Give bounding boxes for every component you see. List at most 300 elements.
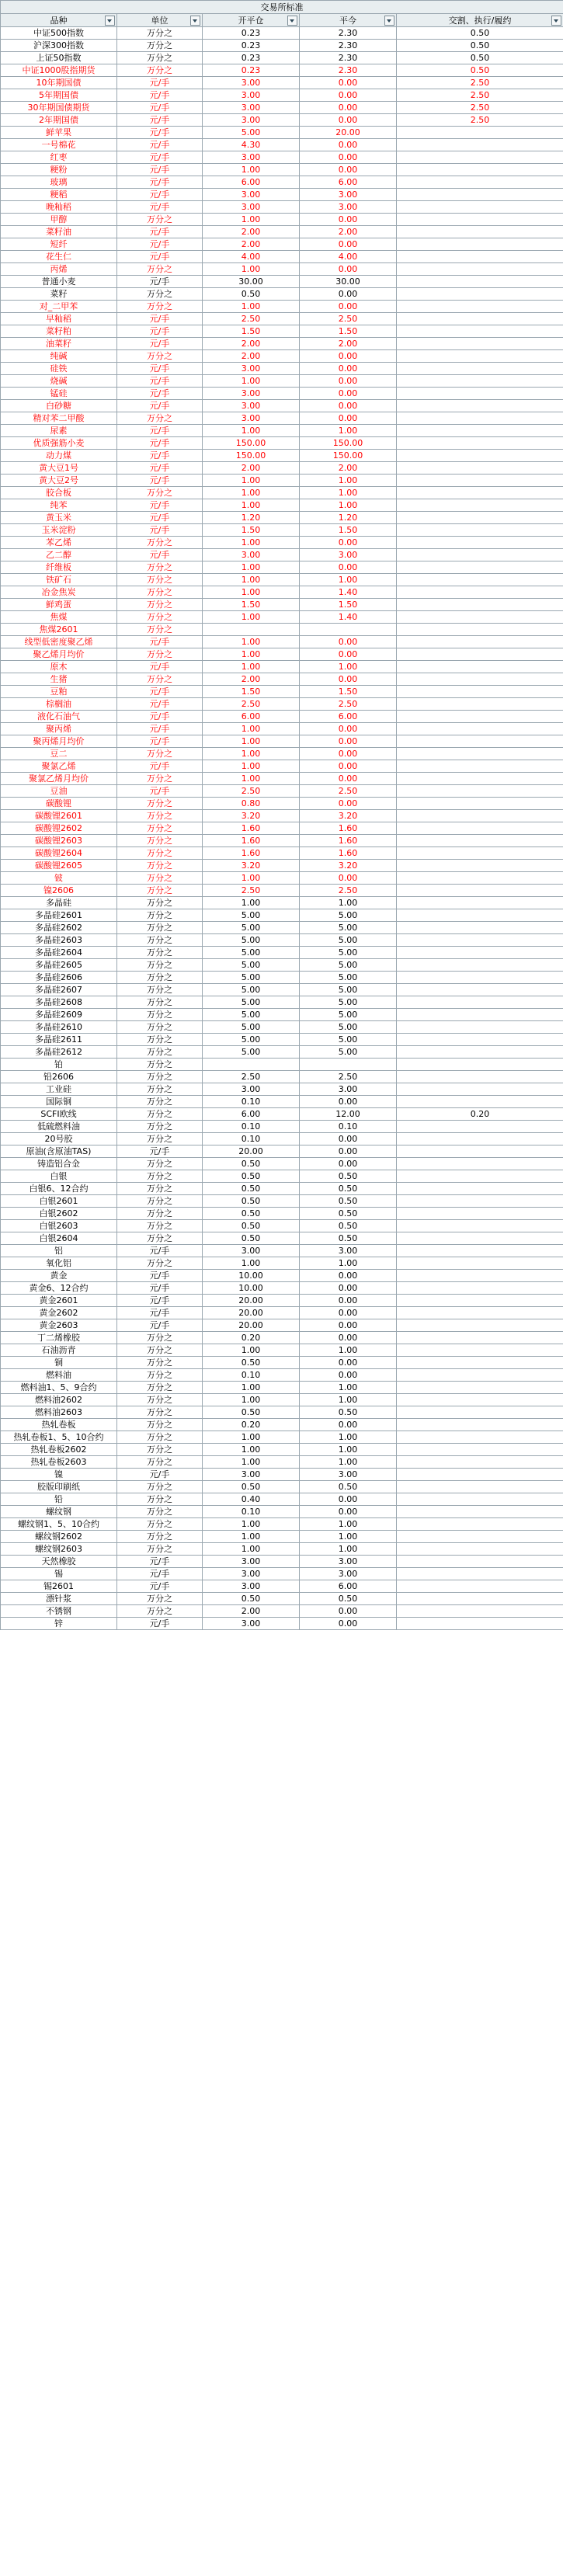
table-row[interactable] bbox=[1, 412, 563, 425]
table-row[interactable] bbox=[1, 1270, 563, 1282]
table-row[interactable] bbox=[1, 711, 563, 723]
cell-open-close: 0.23 bbox=[203, 27, 300, 40]
table-row[interactable] bbox=[1, 176, 563, 189]
table-row[interactable] bbox=[1, 40, 563, 52]
cell-product: 普通小麦 bbox=[1, 276, 117, 288]
table-row[interactable] bbox=[1, 1469, 563, 1481]
table-row[interactable] bbox=[1, 661, 563, 673]
table-row[interactable] bbox=[1, 760, 563, 773]
cell-product: 碳酸锂 bbox=[1, 798, 117, 810]
cell-delivery bbox=[397, 822, 563, 835]
table-row[interactable] bbox=[1, 263, 563, 276]
cell-unit: 万分之 bbox=[117, 897, 203, 909]
cell-product: 不锈钢 bbox=[1, 1605, 117, 1618]
cell-open-close: 0.20 bbox=[203, 1332, 300, 1344]
cell-open-close: 3.00 bbox=[203, 1556, 300, 1568]
cell-open-close: 6.00 bbox=[203, 176, 300, 189]
cell-unit: 元/手 bbox=[117, 388, 203, 400]
cell-open-close: 1.00 bbox=[203, 1394, 300, 1406]
table-row[interactable] bbox=[1, 972, 563, 984]
table-row[interactable] bbox=[1, 114, 563, 127]
table-row[interactable] bbox=[1, 648, 563, 661]
cell-product: 碳酸锂2603 bbox=[1, 835, 117, 847]
cell-open-close: 1.00 bbox=[203, 214, 300, 226]
cell-product: 铸造铝合金 bbox=[1, 1158, 117, 1170]
table-row[interactable] bbox=[1, 574, 563, 586]
table-row[interactable] bbox=[1, 363, 563, 375]
cell-product: 多晶硅2608 bbox=[1, 996, 117, 1009]
cell-product: 粳粉 bbox=[1, 164, 117, 176]
table-row[interactable] bbox=[1, 400, 563, 412]
table-row[interactable] bbox=[1, 1232, 563, 1245]
cell-close-today: 0.00 bbox=[300, 1133, 397, 1145]
table-row[interactable] bbox=[1, 748, 563, 760]
cell-open-close: 3.00 bbox=[203, 1580, 300, 1593]
cell-delivery bbox=[397, 885, 563, 897]
cell-delivery bbox=[397, 686, 563, 698]
cell-open-close: 2.00 bbox=[203, 462, 300, 475]
filter-dropdown-icon[interactable] bbox=[105, 16, 115, 26]
cell-product: 聚氯乙烯月均价 bbox=[1, 773, 117, 785]
cell-close-today: 0.00 bbox=[300, 388, 397, 400]
cell-product: 碳酸锂2605 bbox=[1, 860, 117, 872]
cell-close-today: 3.00 bbox=[300, 1556, 397, 1568]
cell-unit: 万分之 bbox=[117, 1034, 203, 1046]
table-row[interactable] bbox=[1, 549, 563, 561]
table-row[interactable] bbox=[1, 847, 563, 860]
table-row[interactable] bbox=[1, 1431, 563, 1444]
cell-close-today: 0.50 bbox=[300, 1406, 397, 1419]
cell-unit: 万分之 bbox=[117, 1531, 203, 1543]
table-row[interactable] bbox=[1, 1593, 563, 1605]
cell-open-close: 0.20 bbox=[203, 1419, 300, 1431]
cell-delivery: 2.50 bbox=[397, 114, 563, 127]
table-row[interactable] bbox=[1, 164, 563, 176]
table-row[interactable] bbox=[1, 1133, 563, 1145]
cell-close-today: 5.00 bbox=[300, 984, 397, 996]
table-row[interactable] bbox=[1, 1543, 563, 1556]
cell-unit: 元/手 bbox=[117, 450, 203, 462]
cell-close-today: 3.00 bbox=[300, 1568, 397, 1580]
table-row[interactable] bbox=[1, 1158, 563, 1170]
cell-unit: 万分之 bbox=[117, 1183, 203, 1195]
table-row[interactable] bbox=[1, 885, 563, 897]
cell-delivery bbox=[397, 127, 563, 139]
table-row[interactable] bbox=[1, 1021, 563, 1034]
table-row[interactable] bbox=[1, 201, 563, 214]
cell-unit: 万分之 bbox=[117, 1170, 203, 1183]
cell-product: 石油沥青 bbox=[1, 1344, 117, 1357]
cell-product: 乙二醇 bbox=[1, 549, 117, 561]
cell-product: 聚丙烯月均价 bbox=[1, 735, 117, 748]
table-row[interactable] bbox=[1, 1170, 563, 1183]
table-row[interactable] bbox=[1, 251, 563, 263]
table-row[interactable] bbox=[1, 1605, 563, 1618]
table-row[interactable] bbox=[1, 996, 563, 1009]
cell-close-today: 0.50 bbox=[300, 1481, 397, 1493]
table-row[interactable] bbox=[1, 127, 563, 139]
table-row[interactable] bbox=[1, 723, 563, 735]
table-row[interactable] bbox=[1, 798, 563, 810]
cell-product: 聚氯乙烯 bbox=[1, 760, 117, 773]
cell-open-close: 5.00 bbox=[203, 909, 300, 922]
table-row[interactable] bbox=[1, 1444, 563, 1456]
table-row[interactable] bbox=[1, 313, 563, 325]
table-row[interactable] bbox=[1, 1419, 563, 1431]
filter-dropdown-icon[interactable] bbox=[384, 16, 394, 26]
table-row[interactable] bbox=[1, 1121, 563, 1133]
cell-delivery bbox=[397, 1270, 563, 1282]
table-row[interactable] bbox=[1, 599, 563, 611]
cell-product: 螺纹钢2602 bbox=[1, 1531, 117, 1543]
cell-unit: 元/手 bbox=[117, 1145, 203, 1158]
cell-delivery bbox=[397, 1382, 563, 1394]
cell-open-close: 1.60 bbox=[203, 822, 300, 835]
cell-product: 白砂糖 bbox=[1, 400, 117, 412]
cell-unit: 万分之 bbox=[117, 798, 203, 810]
cell-close-today: 1.60 bbox=[300, 822, 397, 835]
table-row[interactable] bbox=[1, 922, 563, 934]
cell-delivery bbox=[397, 1506, 563, 1518]
cell-delivery bbox=[397, 1257, 563, 1270]
cell-close-today: 0.00 bbox=[300, 748, 397, 760]
table-row[interactable] bbox=[1, 77, 563, 89]
table-row[interactable] bbox=[1, 1369, 563, 1382]
cell-unit: 万分之 bbox=[117, 872, 203, 885]
table-row[interactable] bbox=[1, 288, 563, 301]
cell-close-today: 1.40 bbox=[300, 611, 397, 624]
table-row[interactable] bbox=[1, 524, 563, 537]
table-row[interactable] bbox=[1, 276, 563, 288]
cell-delivery bbox=[397, 1145, 563, 1158]
cell-unit: 元/手 bbox=[117, 89, 203, 102]
table-row[interactable] bbox=[1, 226, 563, 238]
cell-unit: 万分之 bbox=[117, 934, 203, 947]
cell-open-close: 0.23 bbox=[203, 64, 300, 77]
cell-close-today: 0.00 bbox=[300, 1369, 397, 1382]
cell-close-today: 3.00 bbox=[300, 201, 397, 214]
cell-open-close: 1.00 bbox=[203, 1257, 300, 1270]
cell-open-close: 1.00 bbox=[203, 574, 300, 586]
table-row[interactable] bbox=[1, 1618, 563, 1630]
table-row[interactable] bbox=[1, 673, 563, 686]
cell-delivery bbox=[397, 947, 563, 959]
cell-close-today: 3.00 bbox=[300, 549, 397, 561]
table-row[interactable] bbox=[1, 1531, 563, 1543]
cell-unit: 万分之 bbox=[117, 1493, 203, 1506]
cell-open-close: 3.20 bbox=[203, 860, 300, 872]
cell-product: 锡 bbox=[1, 1568, 117, 1580]
table-row[interactable] bbox=[1, 959, 563, 972]
table-row[interactable] bbox=[1, 1344, 563, 1357]
table-row[interactable] bbox=[1, 350, 563, 363]
cell-product: 胶版印刷纸 bbox=[1, 1481, 117, 1493]
table-row[interactable] bbox=[1, 189, 563, 201]
cell-delivery bbox=[397, 561, 563, 574]
cell-product: 原木 bbox=[1, 661, 117, 673]
cell-product: 豆油 bbox=[1, 785, 117, 798]
table-row[interactable] bbox=[1, 860, 563, 872]
cell-open-close: 1.00 bbox=[203, 301, 300, 313]
table-row[interactable] bbox=[1, 1556, 563, 1568]
cell-unit: 万分之 bbox=[117, 301, 203, 313]
table-row[interactable] bbox=[1, 325, 563, 338]
cell-unit: 元/手 bbox=[117, 325, 203, 338]
table-row[interactable] bbox=[1, 1307, 563, 1319]
table-row[interactable] bbox=[1, 1245, 563, 1257]
cell-open-close: 2.00 bbox=[203, 350, 300, 363]
table-row[interactable] bbox=[1, 64, 563, 77]
table-row[interactable] bbox=[1, 698, 563, 711]
table-row[interactable] bbox=[1, 909, 563, 922]
table-row[interactable] bbox=[1, 475, 563, 487]
table-row[interactable] bbox=[1, 102, 563, 114]
table-row[interactable] bbox=[1, 686, 563, 698]
table-row[interactable] bbox=[1, 1506, 563, 1518]
cell-unit: 万分之 bbox=[117, 1195, 203, 1208]
cell-unit: 元/手 bbox=[117, 524, 203, 537]
cell-unit: 万分之 bbox=[117, 810, 203, 822]
cell-delivery bbox=[397, 412, 563, 425]
cell-product: 铁矿石 bbox=[1, 574, 117, 586]
table-row[interactable] bbox=[1, 139, 563, 151]
cell-unit: 元/手 bbox=[117, 276, 203, 288]
cell-delivery bbox=[397, 984, 563, 996]
cell-unit: 元/手 bbox=[117, 238, 203, 251]
table-row[interactable] bbox=[1, 1096, 563, 1108]
table-row[interactable] bbox=[1, 1481, 563, 1493]
table-row[interactable] bbox=[1, 487, 563, 499]
table-row[interactable] bbox=[1, 872, 563, 885]
filter-dropdown-icon[interactable] bbox=[551, 16, 561, 26]
table-row[interactable] bbox=[1, 499, 563, 512]
table-row[interactable] bbox=[1, 437, 563, 450]
cell-open-close: 1.00 bbox=[203, 263, 300, 276]
table-row[interactable] bbox=[1, 810, 563, 822]
cell-product: 铝 bbox=[1, 1245, 117, 1257]
cell-unit: 万分之 bbox=[117, 1344, 203, 1357]
table-row[interactable] bbox=[1, 1108, 563, 1121]
cell-delivery: 2.50 bbox=[397, 77, 563, 89]
cell-open-close: 1.00 bbox=[203, 872, 300, 885]
cell-close-today: 2.00 bbox=[300, 226, 397, 238]
cell-close-today: 0.00 bbox=[300, 102, 397, 114]
table-row[interactable] bbox=[1, 27, 563, 40]
cell-unit: 万分之 bbox=[117, 1506, 203, 1518]
table-row[interactable] bbox=[1, 1580, 563, 1593]
cell-unit: 万分之 bbox=[117, 885, 203, 897]
table-row[interactable] bbox=[1, 1208, 563, 1220]
cell-delivery bbox=[397, 1406, 563, 1419]
cell-product: 铅 bbox=[1, 1493, 117, 1506]
table-row[interactable] bbox=[1, 611, 563, 624]
table-row[interactable] bbox=[1, 1319, 563, 1332]
cell-delivery bbox=[397, 735, 563, 748]
table-row[interactable] bbox=[1, 1518, 563, 1531]
cell-open-close: 0.50 bbox=[203, 1357, 300, 1369]
cell-delivery bbox=[397, 1431, 563, 1444]
cell-close-today: 0.00 bbox=[300, 760, 397, 773]
cell-delivery bbox=[397, 624, 563, 636]
table-row[interactable] bbox=[1, 1220, 563, 1232]
cell-open-close: 1.00 bbox=[203, 661, 300, 673]
cell-close-today: 0.00 bbox=[300, 1096, 397, 1108]
cell-delivery bbox=[397, 636, 563, 648]
cell-delivery bbox=[397, 897, 563, 909]
cell-close-today: 0.00 bbox=[300, 1506, 397, 1518]
table-row[interactable] bbox=[1, 1034, 563, 1046]
cell-unit: 万分之 bbox=[117, 1332, 203, 1344]
cell-open-close: 5.00 bbox=[203, 1021, 300, 1034]
cell-delivery bbox=[397, 1456, 563, 1469]
cell-delivery bbox=[397, 972, 563, 984]
cell-open-close: 1.00 bbox=[203, 164, 300, 176]
cell-open-close bbox=[203, 1059, 300, 1071]
table-row[interactable] bbox=[1, 338, 563, 350]
table-row[interactable] bbox=[1, 1145, 563, 1158]
cell-open-close: 4.30 bbox=[203, 139, 300, 151]
table-row[interactable] bbox=[1, 1456, 563, 1469]
cell-unit: 元/手 bbox=[117, 661, 203, 673]
cell-close-today: 5.00 bbox=[300, 1034, 397, 1046]
table-row[interactable] bbox=[1, 1357, 563, 1369]
table-row[interactable] bbox=[1, 586, 563, 599]
table-row[interactable] bbox=[1, 624, 563, 636]
cell-unit: 万分之 bbox=[117, 1133, 203, 1145]
table-row[interactable] bbox=[1, 1382, 563, 1394]
table-row[interactable] bbox=[1, 425, 563, 437]
table-row[interactable] bbox=[1, 1009, 563, 1021]
cell-open-close: 1.50 bbox=[203, 524, 300, 537]
table-row[interactable] bbox=[1, 1257, 563, 1270]
table-row[interactable] bbox=[1, 537, 563, 549]
table-row[interactable] bbox=[1, 1493, 563, 1506]
cell-product: 黄金 bbox=[1, 1270, 117, 1282]
cell-delivery bbox=[397, 313, 563, 325]
cell-open-close: 2.50 bbox=[203, 313, 300, 325]
table-row[interactable] bbox=[1, 1394, 563, 1406]
cell-unit: 万分之 bbox=[117, 599, 203, 611]
cell-unit: 元/手 bbox=[117, 164, 203, 176]
cell-close-today: 4.00 bbox=[300, 251, 397, 263]
table-row[interactable] bbox=[1, 561, 563, 574]
table-row[interactable] bbox=[1, 1568, 563, 1580]
table-row[interactable] bbox=[1, 512, 563, 524]
cell-delivery bbox=[397, 325, 563, 338]
cell-open-close: 0.50 bbox=[203, 1195, 300, 1208]
table-row[interactable] bbox=[1, 636, 563, 648]
cell-close-today: 30.00 bbox=[300, 276, 397, 288]
cell-delivery bbox=[397, 487, 563, 499]
column-header-close-today bbox=[300, 14, 397, 27]
table-row[interactable] bbox=[1, 1071, 563, 1083]
filter-dropdown-icon[interactable] bbox=[287, 16, 297, 26]
cell-close-today: 1.50 bbox=[300, 325, 397, 338]
cell-open-close: 1.00 bbox=[203, 499, 300, 512]
cell-delivery bbox=[397, 760, 563, 773]
cell-close-today: 0.00 bbox=[300, 238, 397, 251]
cell-close-today: 0.10 bbox=[300, 1121, 397, 1133]
table-row[interactable] bbox=[1, 1083, 563, 1096]
table-row[interactable] bbox=[1, 822, 563, 835]
cell-open-close: 0.10 bbox=[203, 1121, 300, 1133]
cell-delivery bbox=[397, 1618, 563, 1630]
cell-open-close: 1.00 bbox=[203, 586, 300, 599]
table-row[interactable] bbox=[1, 947, 563, 959]
cell-open-close: 1.00 bbox=[203, 475, 300, 487]
cell-product: 黄大豆2号 bbox=[1, 475, 117, 487]
cell-open-close: 1.50 bbox=[203, 599, 300, 611]
cell-delivery bbox=[397, 1158, 563, 1170]
cell-unit: 元/手 bbox=[117, 549, 203, 561]
table-row[interactable] bbox=[1, 450, 563, 462]
cell-open-close: 2.00 bbox=[203, 226, 300, 238]
table-row[interactable] bbox=[1, 151, 563, 164]
table-row[interactable] bbox=[1, 1059, 563, 1071]
cell-unit: 元/手 bbox=[117, 1618, 203, 1630]
cell-open-close: 2.50 bbox=[203, 698, 300, 711]
table-row[interactable] bbox=[1, 1046, 563, 1059]
cell-open-close: 1.00 bbox=[203, 1444, 300, 1456]
table-row[interactable] bbox=[1, 238, 563, 251]
table-row[interactable] bbox=[1, 52, 563, 64]
table-row[interactable] bbox=[1, 773, 563, 785]
cell-open-close: 5.00 bbox=[203, 922, 300, 934]
cell-unit: 元/手 bbox=[117, 711, 203, 723]
cell-unit: 元/手 bbox=[117, 735, 203, 748]
table-row[interactable] bbox=[1, 375, 563, 388]
cell-open-close: 2.50 bbox=[203, 885, 300, 897]
table-row[interactable] bbox=[1, 1183, 563, 1195]
cell-delivery bbox=[397, 1332, 563, 1344]
cell-close-today: 2.50 bbox=[300, 698, 397, 711]
cell-open-close: 2.00 bbox=[203, 1605, 300, 1618]
table-row[interactable] bbox=[1, 984, 563, 996]
page-title: 交易所标准 bbox=[1, 1, 563, 14]
cell-open-close: 1.00 bbox=[203, 1543, 300, 1556]
table-row[interactable] bbox=[1, 835, 563, 847]
cell-delivery bbox=[397, 1593, 563, 1605]
table-row[interactable] bbox=[1, 1332, 563, 1344]
table-row[interactable] bbox=[1, 1295, 563, 1307]
cell-open-close: 1.00 bbox=[203, 748, 300, 760]
table-row[interactable] bbox=[1, 785, 563, 798]
filter-dropdown-icon[interactable] bbox=[190, 16, 200, 26]
table-row[interactable] bbox=[1, 1195, 563, 1208]
cell-close-today: 1.00 bbox=[300, 1431, 397, 1444]
cell-product: 氧化铝 bbox=[1, 1257, 117, 1270]
cell-product: 菜籽油 bbox=[1, 226, 117, 238]
cell-close-today: 1.60 bbox=[300, 835, 397, 847]
table-row[interactable] bbox=[1, 1282, 563, 1295]
cell-close-today: 0.00 bbox=[300, 648, 397, 661]
table-row[interactable] bbox=[1, 735, 563, 748]
cell-product: 上证50指数 bbox=[1, 52, 117, 64]
cell-product: 热轧卷板2602 bbox=[1, 1444, 117, 1456]
table-row[interactable] bbox=[1, 89, 563, 102]
cell-unit: 元/手 bbox=[117, 785, 203, 798]
table-row[interactable] bbox=[1, 934, 563, 947]
table-row[interactable] bbox=[1, 462, 563, 475]
cell-delivery bbox=[397, 338, 563, 350]
table-row[interactable] bbox=[1, 1406, 563, 1419]
table-row[interactable] bbox=[1, 388, 563, 400]
table-row[interactable] bbox=[1, 301, 563, 313]
cell-product: 热轧卷板2603 bbox=[1, 1456, 117, 1469]
table-row[interactable] bbox=[1, 214, 563, 226]
cell-close-today: 1.00 bbox=[300, 475, 397, 487]
table-row[interactable] bbox=[1, 897, 563, 909]
